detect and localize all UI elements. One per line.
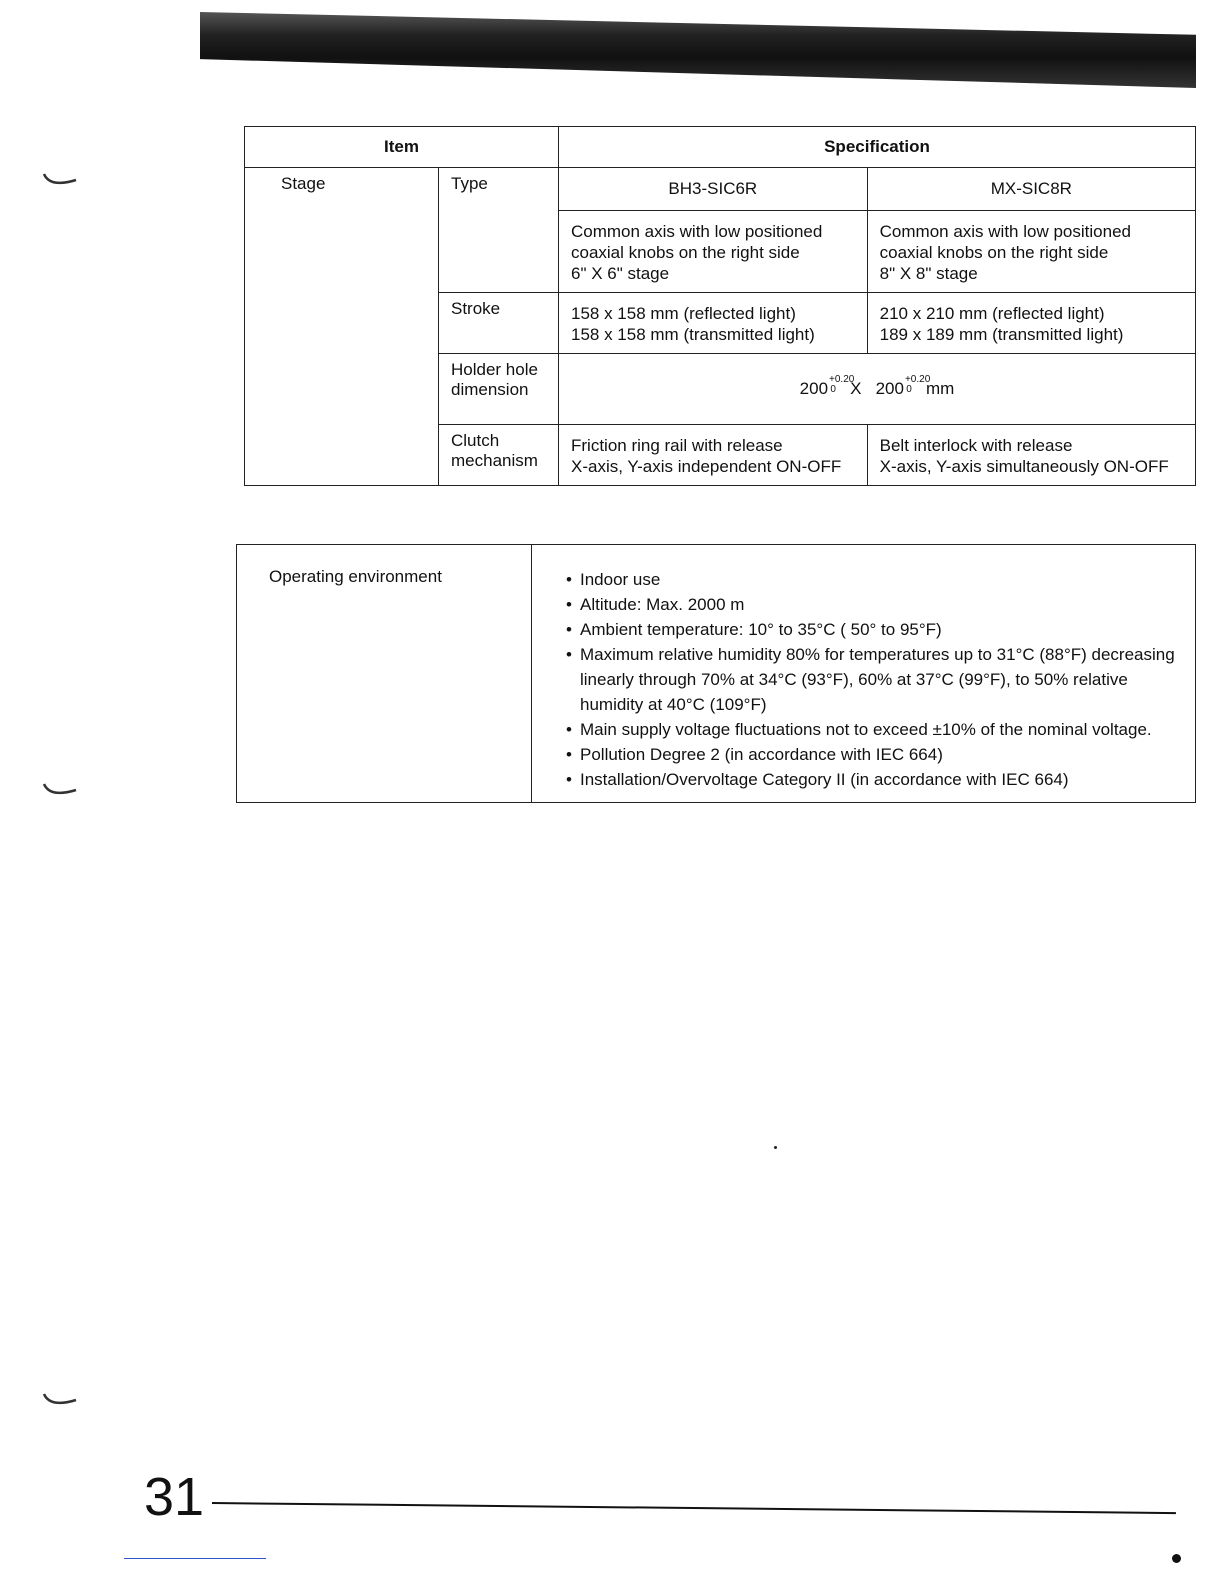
clutch-a-line: X-axis, Y-axis independent ON-OFF bbox=[571, 457, 842, 476]
env-list-item: • Indoor use bbox=[580, 567, 1181, 592]
bottom-link-line bbox=[124, 1558, 266, 1559]
operating-environment-table bbox=[236, 544, 1196, 803]
stroke-a bbox=[559, 293, 868, 354]
type-desc-b-line: Common axis with low positioned bbox=[879, 222, 1131, 241]
type-desc-a bbox=[559, 211, 868, 293]
type-row-models bbox=[245, 168, 1196, 211]
env-list-item: • Pollution Degree 2 (in accordance with IEC 664) bbox=[580, 742, 1181, 767]
stroke-b bbox=[867, 293, 1195, 354]
model-bh3-sic6r: BH3-SIC6R bbox=[559, 168, 868, 211]
holder-base-2: 200 bbox=[875, 379, 904, 398]
clutch-label-line: Clutch bbox=[451, 431, 500, 450]
holder-label-line: Holder hole bbox=[451, 360, 538, 379]
spec-header-row bbox=[245, 127, 1196, 168]
holder-times: X bbox=[850, 379, 862, 398]
holder-tolerance-1-lower: 0 bbox=[830, 384, 836, 395]
item-header: Item bbox=[245, 127, 559, 168]
binder-hole-icon bbox=[40, 780, 80, 802]
stroke-b-line: 210 x 210 mm (reflected light) bbox=[879, 304, 1105, 323]
stage-label: Stage bbox=[245, 168, 439, 486]
binder-hole-icon bbox=[40, 170, 80, 192]
footer-dot bbox=[1172, 1554, 1181, 1563]
clutch-b-line: Belt interlock with release bbox=[879, 436, 1073, 455]
specification-header: Specification bbox=[559, 127, 1196, 168]
clutch-a-line: Friction ring rail with release bbox=[571, 436, 783, 455]
env-list bbox=[564, 567, 1181, 792]
env-spec-cell bbox=[532, 545, 1196, 803]
holder-label-line: dimension bbox=[451, 380, 529, 399]
stroke-a-line: 158 x 158 mm (reflected light) bbox=[571, 304, 796, 323]
holder-dimension-value bbox=[559, 354, 1196, 425]
type-desc-a-line: Common axis with low positioned bbox=[571, 222, 823, 241]
scan-speck bbox=[774, 1146, 777, 1149]
stroke-a-line: 158 x 158 mm (transmitted light) bbox=[571, 325, 815, 344]
holder-tolerance-1-upper: +0.20 bbox=[829, 374, 855, 385]
clutch-a bbox=[559, 425, 868, 486]
env-list-item: • Main supply voltage fluctuations not to exceed ±10% of the nominal voltage. bbox=[580, 717, 1181, 742]
footer-rule bbox=[212, 1502, 1176, 1514]
type-desc-b bbox=[867, 211, 1195, 293]
clutch-b bbox=[867, 425, 1195, 486]
holder-label bbox=[439, 354, 559, 425]
type-desc-b-line: coaxial knobs on the right side bbox=[879, 243, 1109, 262]
holder-unit: mm bbox=[926, 379, 955, 398]
header-bar bbox=[200, 12, 1196, 88]
clutch-label bbox=[439, 425, 559, 486]
stroke-label: Stroke bbox=[439, 293, 559, 354]
type-desc-a-line: 6" X 6" stage bbox=[571, 264, 670, 283]
page-number: 31 bbox=[144, 1467, 205, 1527]
env-list-item: • Ambient temperature: 10° to 35°C ( 50° to 95°F) bbox=[580, 617, 1181, 642]
stroke-b-line: 189 x 189 mm (transmitted light) bbox=[879, 325, 1124, 344]
holder-tolerance-2-lower: 0 bbox=[906, 384, 912, 395]
type-desc-a-line: coaxial knobs on the right side bbox=[571, 243, 800, 262]
binder-hole-icon bbox=[40, 1390, 80, 1412]
env-row bbox=[237, 545, 1196, 803]
model-mx-sic8r: MX-SIC8R bbox=[867, 168, 1195, 211]
holder-base-1: 200 bbox=[799, 379, 829, 398]
type-label: Type bbox=[439, 168, 559, 293]
env-label: Operating environment bbox=[237, 545, 532, 803]
clutch-label-line: mechanism bbox=[451, 451, 538, 470]
clutch-b-line: X-axis, Y-axis simultaneously ON-OFF bbox=[879, 457, 1169, 476]
env-list-item: • Altitude: Max. 2000 m bbox=[580, 592, 1181, 617]
env-list-item: • Maximum relative humidity 80% for temperatures up to 31°C (88°F) decreasing linearly through 70% at 34°C (93°F), 60% at 37°C (99°F), to 50% relative humidity at 40°C (109°F) bbox=[580, 642, 1181, 717]
env-list-item: • Installation/Overvoltage Category II (in accordance with IEC 664) bbox=[580, 767, 1181, 792]
holder-tolerance-2-upper: +0.20 bbox=[904, 374, 931, 385]
stage-spec-table bbox=[244, 126, 1196, 486]
type-desc-b-line: 8" X 8" stage bbox=[879, 264, 978, 283]
